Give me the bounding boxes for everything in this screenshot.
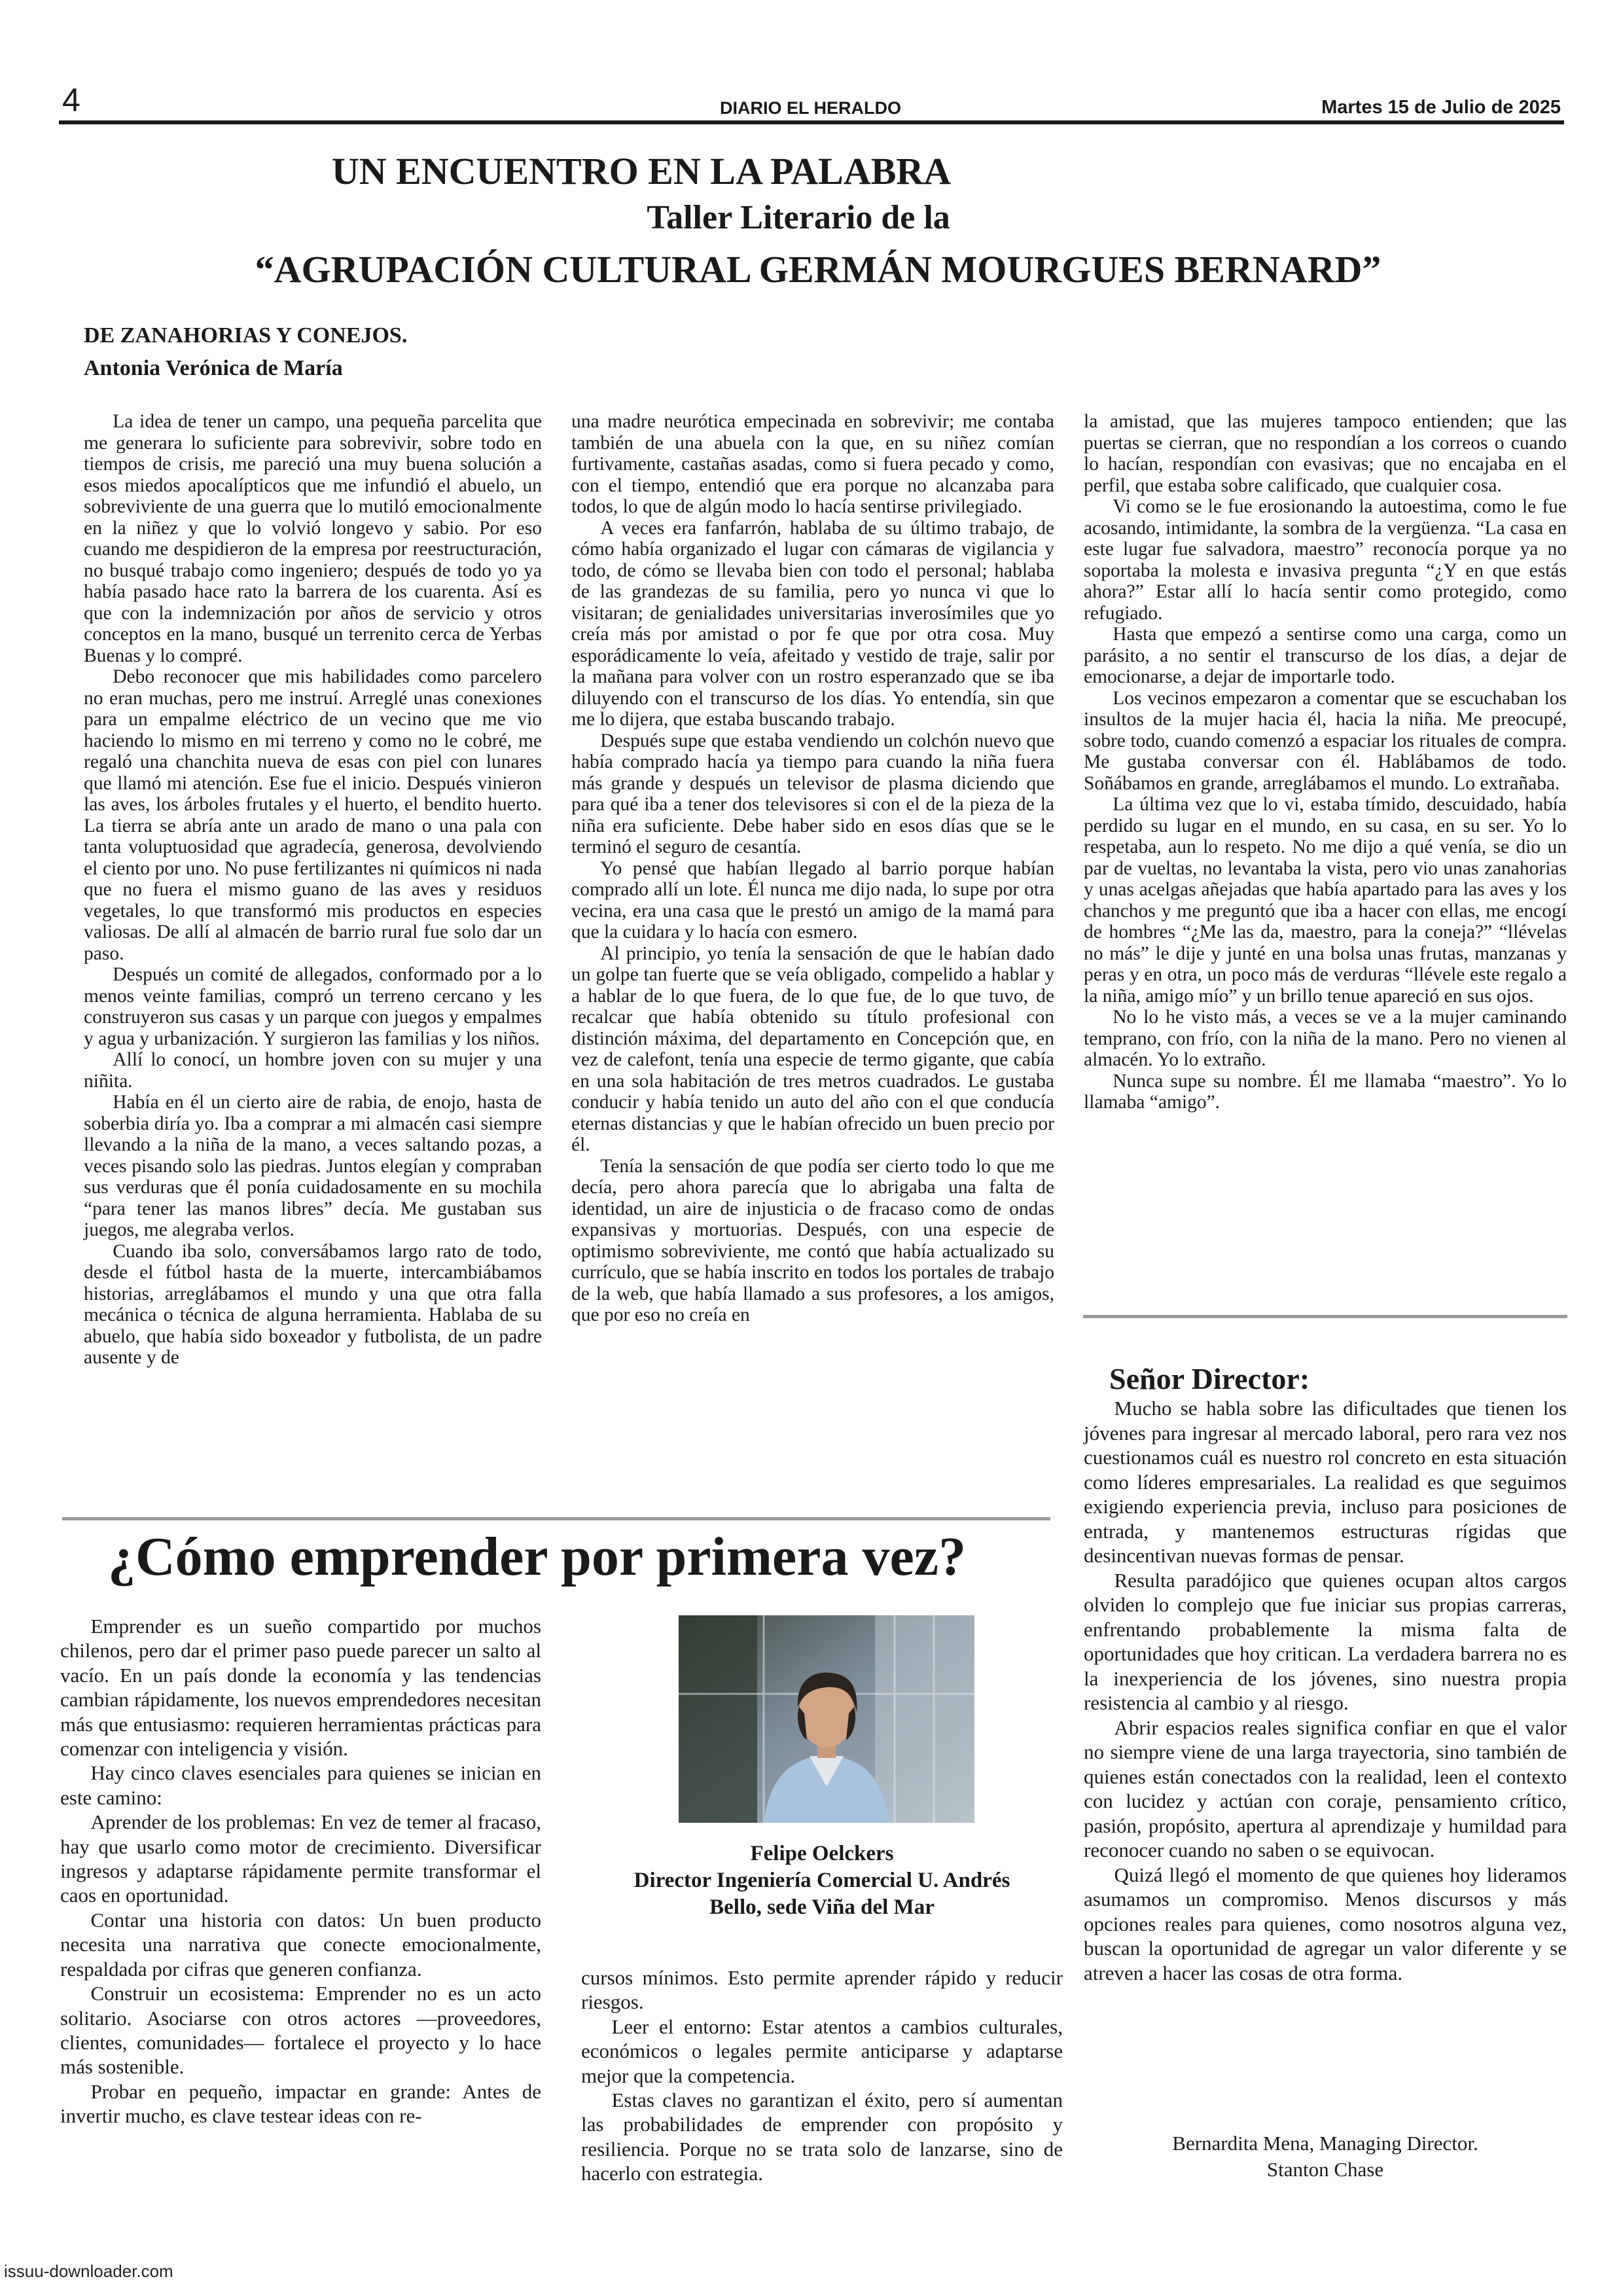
portrait-photo xyxy=(679,1615,974,1823)
story-author: Antonia Verónica de María xyxy=(84,356,343,380)
paragraph: Hasta que empezó a sentirse como una carga, como un parásito, a no sentir el transcurso de los días, a dejar de emocionarse, a dejar de importarle todo. xyxy=(1084,624,1567,687)
paragraph: Debo reconocer que mis habilidades como parcelero no eran muchas, pero me instruí. Arreglé unas conexiones para un empalme eléctrico de un vecino que me vio haciendo lo mismo en mi terreno y como no le cobré, me regaló una chanchita nueva de esas con piel con lunares que llamó mi atención. Ese fue el inicio. Después vinieron las aves, los árboles frutales y el huerto, el bendito huerto. La tierra se abría ante un arado de mano o una pala con tanta voluptuosidad que agradecía, generosa, devolviendo el ciento por uno. No puse fertilizantes ni químicos ni nada que no fuera el mismo guano de las aves y residuos vegetales, lo que transformó mis productos en especies valiosas. De allí al almacén de barrio rural fue solo dar un paso. xyxy=(84,666,542,964)
paragraph: No lo he visto más, a veces se ve a la mujer caminando temprano, con frío, con la niña de la mano. Pero no vienen al almacén. Yo lo extraño. xyxy=(1084,1007,1567,1070)
letter-signature xyxy=(1084,2130,1567,2183)
paragraph: A veces era fanfarrón, hablaba de su último trabajo, de cómo había organizado el lugar con cámaras de vigilancia y todo, de cómo se llevaba bien con todo el personal; hablaba de las grandezas de su familia, pero yo nunca vi que lo visitaran; de genialidades universitarias inverosímiles que yo creía más por amistad o por fe que por otra cosa. Muy esporádicamente lo veía, afeitado y vestido de traje, salir por la mañana para volver con un rostro esperanzado que se iba diluyendo con el transcurso de los días. Yo entendía, sin que me lo dijera, que estaba buscando trabajo. xyxy=(571,517,1054,730)
paragraph: Probar en pequeño, impactar en grande: Antes de invertir mucho, es clave testear ideas con re- xyxy=(60,2079,541,2128)
column-divider xyxy=(1083,1315,1567,1318)
portrait-photo-image xyxy=(679,1615,974,1823)
paragraph: Los vecinos empezaron a comentar que se escuchaban los insultos de la mujer hacia él, hacia la niña. Me preocupé, sobre todo, cuando comenzó a espaciar los rituales de compra. Me gustaba conversar con él. Hablábamos de todo. Soñábamos en grande, arreglábamos el mundo. Lo extrañaba. xyxy=(1084,687,1567,794)
issue-date: Martes 15 de Julio de 2025 xyxy=(1321,97,1561,118)
section-divider xyxy=(62,1517,1050,1520)
letter-title: Señor Director: xyxy=(1109,1362,1310,1395)
paragraph: Mucho se habla sobre las dificultades que tienen los jóvenes para ingresar al mercado laboral, pero rara vez nos cuestionamos cuál es nuestro rol concreto en esta situación como líderes empresariales. La realidad es que seguimos exigiendo experiencia previa, incluso para posiciones de entrada, y mantenemos estructuras rígidas que desincentivan nuevas formas de pensar. xyxy=(1084,1397,1567,1567)
caption-role: Bello, sede Viña del Mar xyxy=(709,1895,935,1919)
paragraph: Leer el entorno: Estar atentos a cambios culturales, económicos o legales permite anticiparse y adaptarse mejor que la competencia. xyxy=(581,2015,1063,2087)
paragraph: Había en él un cierto aire de rabia, de enojo, hasta de soberbia diría yo. Iba a comprar a mi almacén casi siempre llevando a la niña de la mano, a veces saltando pozas, a veces pisando solo las piedras. Juntos elegían y compraban sus verduras que él ponía cuidadosamente en su mochila “para tener las manos libres” decía. Me gustaban sus juegos, me alegraba verlos. xyxy=(84,1092,542,1240)
paragraph: La última vez que lo vi, estaba tímido, descuidado, había perdido su lugar en el mundo, en su casa, en su ser. Yo lo respetaba, aun lo respeto. No me dijo a qué venía, se dio un par de vueltas, no levantaba la vista, pero vio unas zanahorias y unas acelgas añejadas que había apartado para las aves y los chanchos y me preguntó que iba a hacer con ellas, me encogí de hombres “¿Me las da, maestro, para la coneja?” “llévelas no más” le dije y junté en una bolsa unas frutas, manzanas y peras y en otra, un poco más de verduras “llévele este regalo a la niña, amigo mío” y un brillo tenue apareció en sus ojos. xyxy=(1084,794,1567,1007)
signature-name: Bernardita Mena, Managing Director. xyxy=(1172,2132,1478,2155)
paragraph: Abrir espacios reales significa confiar en que el valor no siempre viene de una larga trayectoria, sino también de quienes están conectados con la realidad, leen el contexto con lucidez y actúan con coraje, pensamiento crítico, pasión, propósito, apertura al aprendizaje y humildad para reconocer cuando no saben o se equivocan. xyxy=(1084,1715,1567,1861)
paragraph: Estas claves no garantizan el éxito, pero sí aumentan las probabilidades de emprender con propósito y resiliencia. Porque no se trata solo de lanzarse, sino de hacerlo con estrategia. xyxy=(581,2089,1063,2185)
photo-caption xyxy=(581,1840,1063,1921)
paragraph: Allí lo conocí, un hombre joven con su mujer y una niñita. xyxy=(84,1049,542,1092)
paragraph: Contar una historia con datos: Un buen producto necesita una narrativa que conecte emocionalmente, respaldada por cifras que generen confianza. xyxy=(60,1908,541,1981)
paragraph: Yo pensé que habían llegado al barrio porque habían comprado allí un lote. Él nunca me dijo nada, lo supe por otra vecina, era una casa que le prestó un amigo de la mamá para que la cuidara y lo hacía con esmero. xyxy=(571,857,1054,942)
paragraph: La idea de tener un campo, una pequeña parcelita que me generara lo suficiente para sobrevivir, sobre todo en tiempos de crisis, me pareció una muy buena solución a esos miedos apocalípticos que me infundió el abuelo, un sobreviviente de una guerra que lo mutiló emocionalmente en la niñez y que lo volvió longevo y sabio. Por eso cuando me despidieron de la empresa por reestructuración, no busqué trabajo como ingeniero; después de todo yo ya había pasado hace rato la barrera de los cuarenta. Así es que con la indemnización por años de servicio y otros conceptos en la mano, busqué un terrenito cerca de Yerbas Buenas y lo compré. xyxy=(84,411,542,666)
caption-role: Director Ingeniería Comercial U. Andrés xyxy=(633,1869,1010,1892)
caption-name: Felipe Oelckers xyxy=(750,1842,894,1865)
story-column-2 xyxy=(571,411,1054,1326)
newspaper-name: DIARIO EL HERALDO xyxy=(720,98,902,118)
page-number: 4 xyxy=(62,82,80,118)
paragraph: Construir un ecosistema: Emprender no es un acto solitario. Asociarse con otros actores —proveedores, clientes, comunidades— fortalece el proyecto y lo hace más sostenible. xyxy=(60,1982,541,2079)
section-heading-line1: UN ENCUENTRO EN LA PALABRA xyxy=(331,150,952,192)
paragraph: Vi como se le fue erosionando la autoestima, como le fue acosando, intimidante, la sombra de la vergüenza. “La casa en este lugar fue salvadora, maestro” reconocía porque ya no soportaba la molesta e invasiva pregunta “¿Y en que estás ahora?” Estar allí lo hacía sentir como protegido, como refugiado. xyxy=(1084,496,1567,624)
feature-column-1 xyxy=(60,1614,541,2128)
paragraph: una madre neurótica empecinada en sobrevivir; me contaba también de una abuela con la que, en su niñez comían furtivamente, castañas asadas, como si fuera pecado y como, con el tiempo, entendió que era porque no alcanzaba para todos, lo que de algún modo lo hacía sentirse privilegiado. xyxy=(571,411,1054,517)
paragraph: Quizá llegó el momento de que quienes hoy lideramos asumamos un compromiso. Menos discursos y más opciones reales para quienes, como nosotros alguna vez, buscan la oportunidad de agregar un valor diferente y se atreven a hacer las cosas de otra forma. xyxy=(1084,1863,1567,1984)
feature-column-2 xyxy=(581,1965,1063,2186)
story-column-1 xyxy=(84,411,542,1369)
letter-body xyxy=(1084,1396,1567,1985)
feature-title: ¿Cómo emprender por primera vez? xyxy=(108,1526,967,1587)
paragraph: la amistad, que las mujeres tampoco entienden; que las puertas se cierran, que no respondían a los correos o cuando lo hacían, respondían con evasivas; que no encajaba en el perfil, que estaba sobre calificado, que cualquier cosa. xyxy=(1084,411,1567,496)
paragraph: Hay cinco claves esenciales para quienes se inician en este camino: xyxy=(60,1761,541,1809)
story-column-3 xyxy=(1084,411,1567,1113)
header-rule xyxy=(59,120,1564,124)
section-heading-line3: “AGRUPACIÓN CULTURAL GERMÁN MOURGUES BERNARD” xyxy=(255,248,1382,291)
paragraph: Después supe que estaba vendiendo un colchón nuevo que había comprado hacía ya tiempo para cuando la niña fuera más grande y después un televisor de plasma diciendo que para qué iba a tener dos televisores si con el de la pieza de la niña era suficiente. Debe haber sido en esos días que se le terminó el seguro de cesantía. xyxy=(571,730,1054,857)
paragraph: Después un comité de allegados, conformado por a lo menos veinte familias, compró un terreno cercano y les construyeron sus casas y un parque con juegos y empalmes y agua y urbanización. Y surgieron las familias y los niños. xyxy=(84,964,542,1049)
watermark: issuu-downloader.com xyxy=(4,2261,173,2281)
paragraph: Tenía la sensación de que podía ser cierto todo lo que me decía, pero ahora parecía que lo abrigaba una falta de identidad, un aire de injusticia o de fracaso como de ondas expansivas y mortuorias. Después, con una especie de optimismo sobreviviente, me contó que había actualizado su currículo, que se había inscrito en todos los portales de trabajo de la web, que había llamado a sus profesores, a los amigos, que por eso no creía en xyxy=(571,1155,1054,1325)
story-byline xyxy=(84,319,407,385)
paragraph: Cuando iba solo, conversábamos largo rato de todo, desde el fútbol hasta de la muerte, intercambiábamos historias, arreglábamos el mundo y una que otra falla mecánica o técnica de alguna herramienta. Hablaba de su abuelo, que había sido boxeador y futbolista, de un padre ausente y de xyxy=(84,1240,542,1368)
signature-company: Stanton Chase xyxy=(1266,2158,1384,2181)
paragraph: Aprender de los problemas: En vez de temer al fracaso, hay que usarlo como motor de crecimiento. Diversificar ingresos y adaptarse rápidamente permite transformar el caos en oportunidad. xyxy=(60,1810,541,1907)
paragraph: Al principio, yo tenía la sensación de que le habían dado un golpe tan fuerte que se veía obligado, compelido a hablar y a hablar de lo que fuera, de lo que fue, de lo que tuvo, de recalcar que había obtenido su título profesional con distinción máxima, del departamento en Concepción que, en vez de calefont, tenía una especie de termo gigante, que cabía en una sola habitación de tres metros cuadrados. Le gustaba conducir y había tenido un auto del año con el que conducía eternas distancias y que le habían ofrecido un buen precio por él. xyxy=(571,942,1054,1155)
story-title: DE ZANAHORIAS Y CONEJOS. xyxy=(84,323,408,348)
paragraph: Nunca supe su nombre. Él me llamaba “maestro”. Yo lo llamaba “amigo”. xyxy=(1084,1070,1567,1113)
paragraph: Emprender es un sueño compartido por muchos chilenos, pero dar el primer paso puede parecer un salto al vacío. En un país donde la economía y las tendencias cambian rápidamente, los nuevos emprendedores necesitan más que entusiasmo: requieren herramientas prácticas para comenzar con inteligencia y visión. xyxy=(60,1615,541,1761)
paragraph: cursos mínimos. Esto permite aprender rápido y reducir riesgos. xyxy=(581,1966,1063,2014)
section-heading-line2: Taller Literario de la xyxy=(647,199,950,236)
paragraph: Resulta paradójico que quienes ocupan altos cargos olviden lo complejo que fue iniciar sus propias carreras, enfrentando probablemente la misma falta de oportunidades que hoy critican. La verdadera barrera no es la inexperiencia de los jóvenes, sino nuestra propia resistencia al cambio y al riesgo. xyxy=(1084,1568,1567,1714)
